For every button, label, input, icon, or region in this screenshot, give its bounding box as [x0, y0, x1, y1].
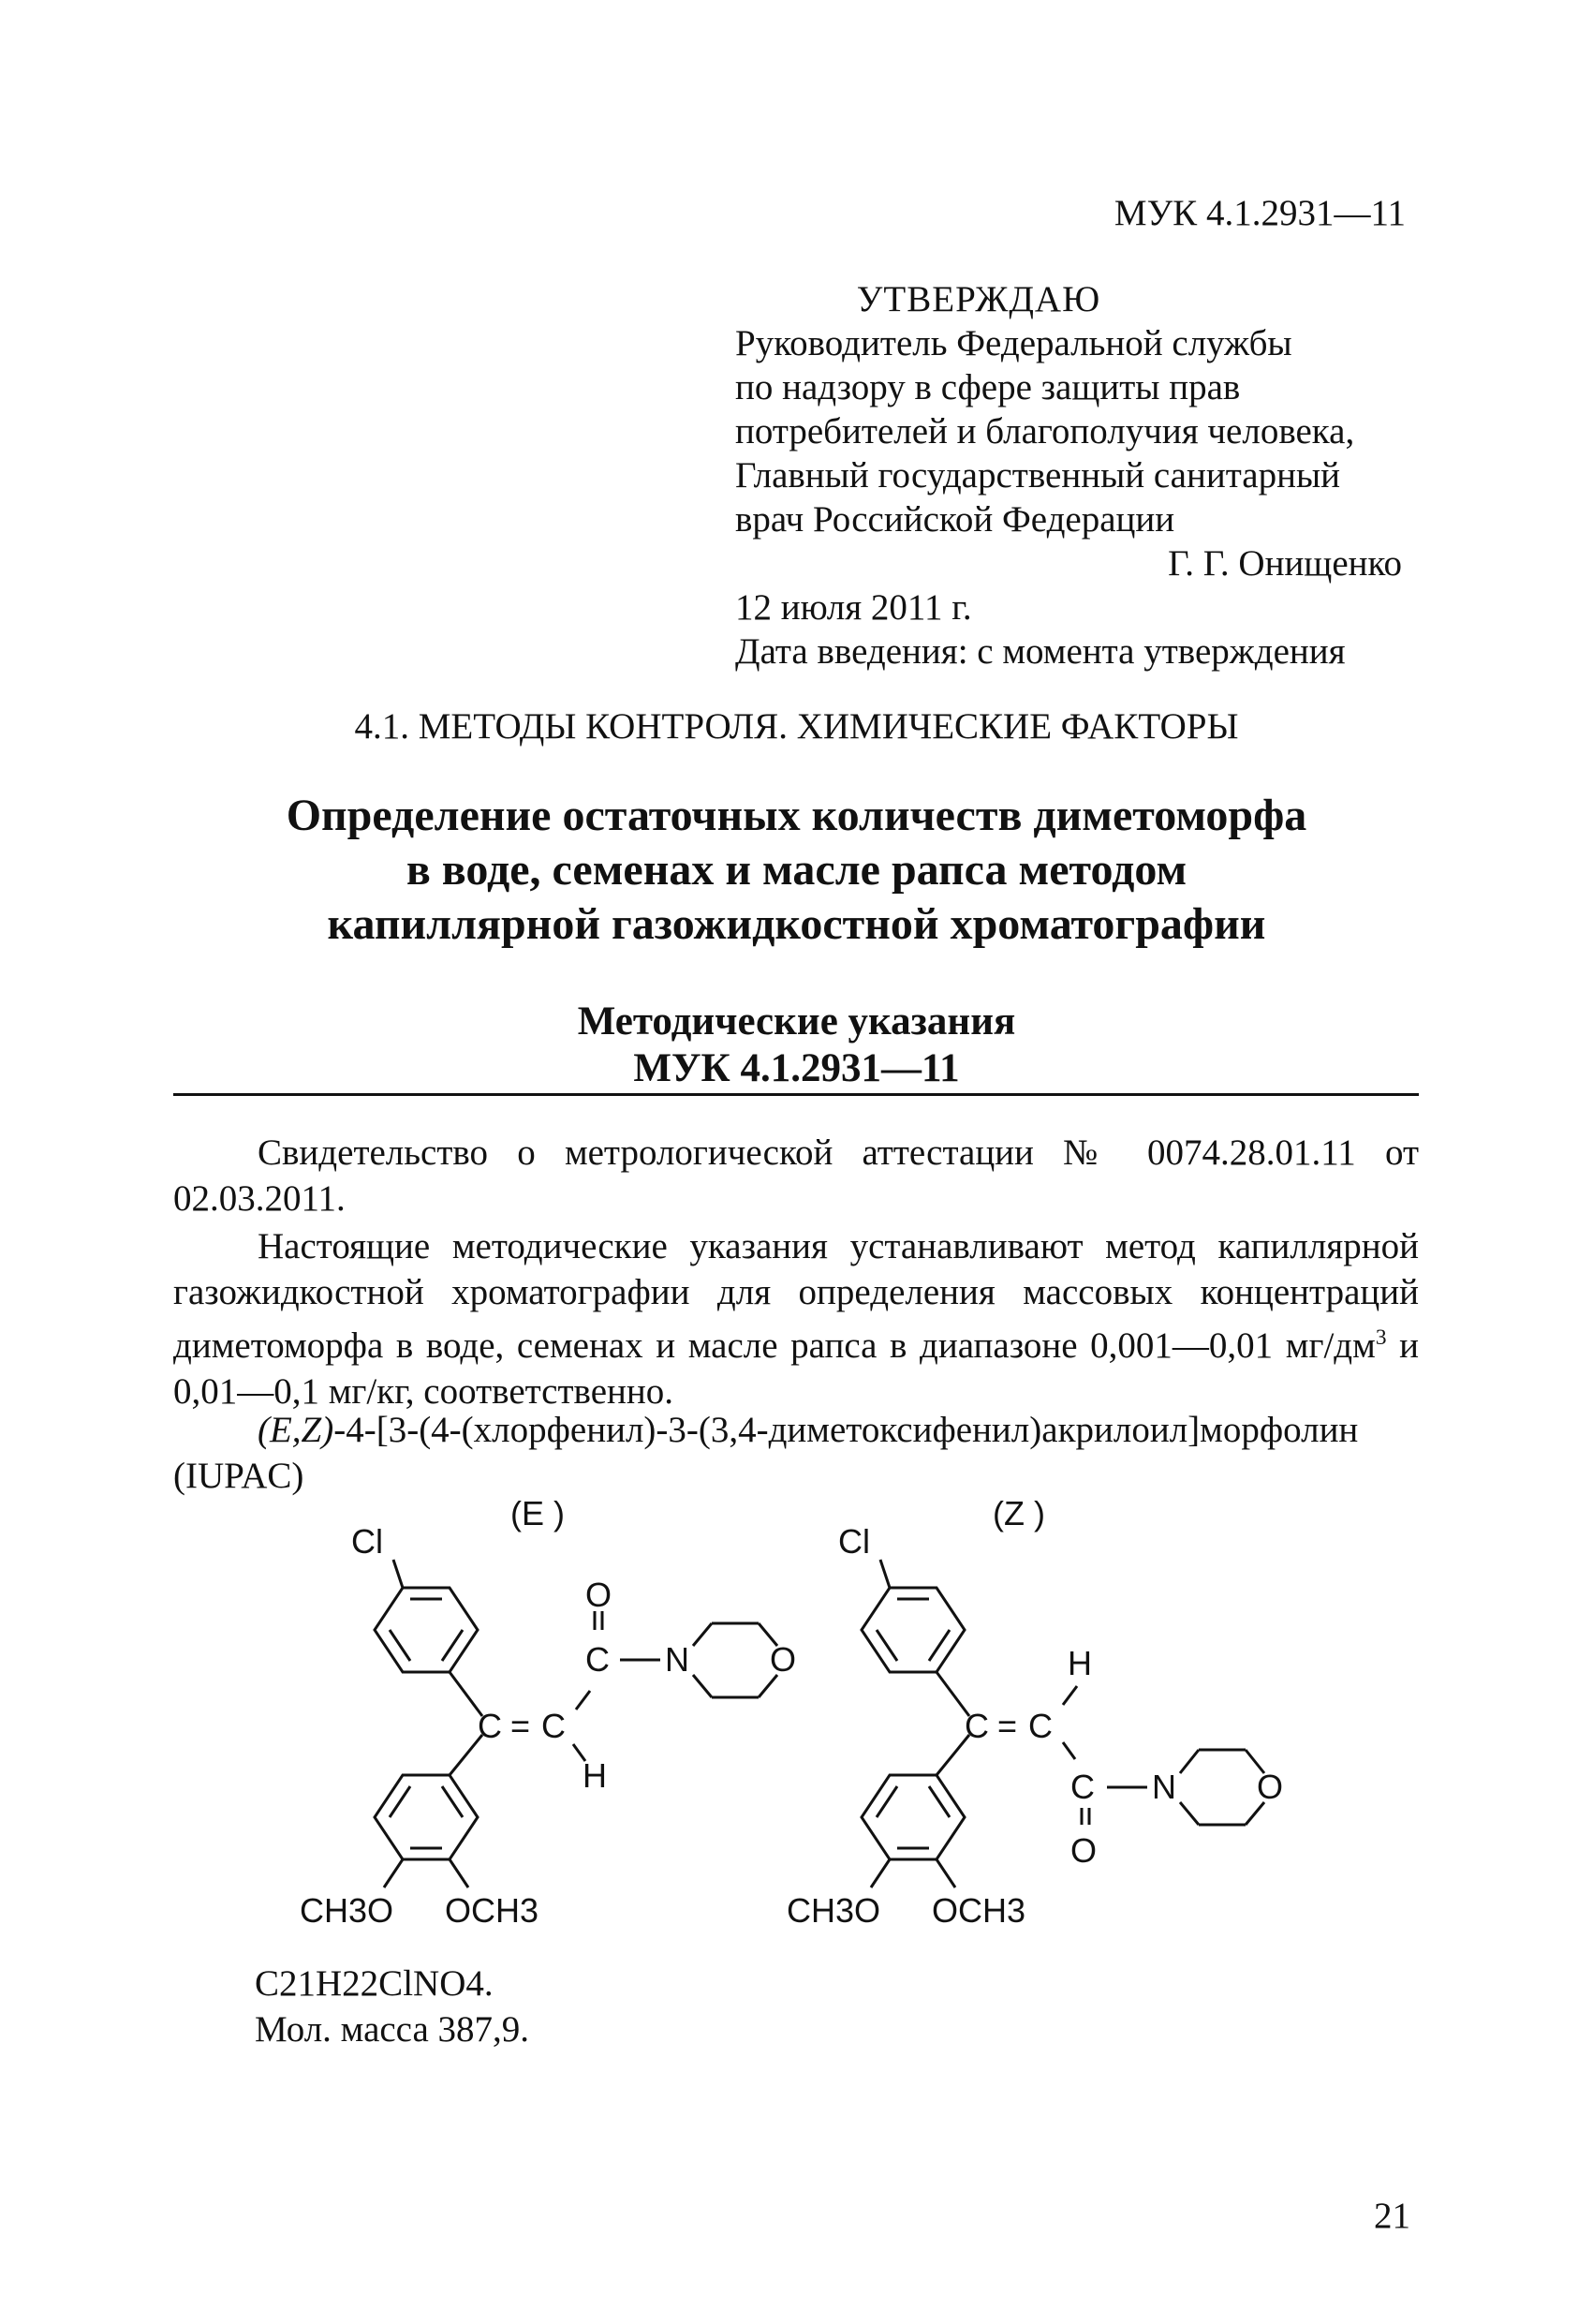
- z-o-atom: O: [1070, 1831, 1098, 1870]
- formula-block: [255, 1961, 529, 2052]
- e-morpholine-o: O: [770, 1640, 797, 1679]
- approval-effective-date: Дата введения: с момента утверждения: [735, 631, 1346, 672]
- title-line: в воде, семенах и масле рапса методом: [406, 845, 1187, 895]
- molecular-formula: C21H22ClNO4.: [255, 1963, 494, 2004]
- approval-line: врач Российской Федерации: [735, 499, 1175, 540]
- z-n-atom: N: [1152, 1768, 1176, 1806]
- paragraph-scope: [173, 1223, 1419, 1414]
- e-cl-bond: [393, 1560, 403, 1588]
- approval-line: потребителей и благополучия человека,: [735, 411, 1355, 451]
- paragraph-certificate: [173, 1130, 1419, 1221]
- certificate-text: Свидетельство о метрологической аттестации № 0074.28.01.11 от 02.03.2011.: [173, 1132, 1419, 1219]
- approval-line: Главный государственный санитарный: [735, 455, 1341, 496]
- z-h-atom: H: [1068, 1644, 1092, 1682]
- z-morpholine-o: O: [1257, 1768, 1284, 1806]
- title-line: капиллярной газожидкостной хроматографии: [327, 899, 1266, 949]
- z-methoxy-left: CH3O: [787, 1891, 881, 1930]
- scope-text: Настоящие методические указания устанавливают метод капиллярной газожидкостной хроматографии для определения массовых концентраций диметоморфа в воде, семенах и масле рапса в диапазоне 0,001—0,01 мг/дм: [173, 1226, 1419, 1366]
- e-h-atom: H: [583, 1756, 607, 1795]
- superscript: 3: [1375, 1325, 1387, 1350]
- e-isomer-label: (E ): [510, 1494, 565, 1532]
- approval-title: УТВЕРЖДАЮ: [856, 279, 1101, 319]
- approval-signatory: Г. Г. Онищенко: [1168, 543, 1402, 584]
- z-double-bond: =: [997, 1707, 1018, 1745]
- approval-line: по надзору в сфере защиты прав: [735, 367, 1241, 407]
- e-cl-atom: Cl: [351, 1522, 383, 1561]
- divider: [173, 1093, 1419, 1096]
- scope-text-end: и 0,01—0,1 мг/кг, соответственно.: [173, 1325, 1420, 1412]
- z-cl-atom: Cl: [838, 1522, 870, 1561]
- e-double-bond: =: [510, 1707, 531, 1745]
- z-alkene-c1: C: [965, 1707, 989, 1745]
- title-line: Определение остаточных количеств диметоморфа: [286, 791, 1307, 840]
- e-alkene-c2: C: [541, 1707, 566, 1745]
- document-title: [0, 789, 1593, 952]
- document-subtitle: [0, 999, 1593, 1092]
- approval-block: [735, 277, 1409, 674]
- section-heading: 4.1. МЕТОДЫ КОНТРОЛЯ. ХИМИЧЕСКИЕ ФАКТОРЫ: [354, 706, 1239, 747]
- e-n-atom: N: [665, 1640, 689, 1679]
- iupac-name: -4-[3-(4-(хлорфенил)-3-(3,4-диметоксифенил)акрилоил]морфолин (IUPAC): [173, 1410, 1359, 1496]
- z-carbonyl-c: C: [1070, 1768, 1095, 1806]
- chemical-structures: [281, 1489, 1311, 1958]
- subtitle-code: МУК 4.1.2931—11: [633, 1046, 960, 1090]
- e-alkene-c1: C: [478, 1707, 502, 1745]
- approval-line: Руководитель Федеральной службы: [735, 323, 1292, 363]
- isomer-label: (E,Z): [258, 1410, 334, 1450]
- e-o-atom: O: [585, 1576, 612, 1614]
- document-code: МУК 4.1.2931—11: [1114, 193, 1406, 233]
- z-methoxy-right: OCH3: [932, 1891, 1026, 1930]
- z-alkene-c2: C: [1028, 1707, 1053, 1745]
- paragraph-iupac: [173, 1407, 1419, 1499]
- e-methoxy-left: CH3O: [300, 1891, 394, 1930]
- e-carbonyl-c: C: [585, 1640, 610, 1679]
- approval-date: 12 июля 2011 г.: [735, 587, 972, 628]
- z-isomer-label: (Z ): [993, 1494, 1045, 1532]
- e-methoxy-right: OCH3: [445, 1891, 539, 1930]
- page-number: 21: [1374, 2196, 1410, 2236]
- z-cl-bond: [880, 1560, 890, 1588]
- subtitle-line: Методические указания: [577, 999, 1016, 1044]
- molecular-mass: Мол. масса 387,9.: [255, 2009, 530, 2050]
